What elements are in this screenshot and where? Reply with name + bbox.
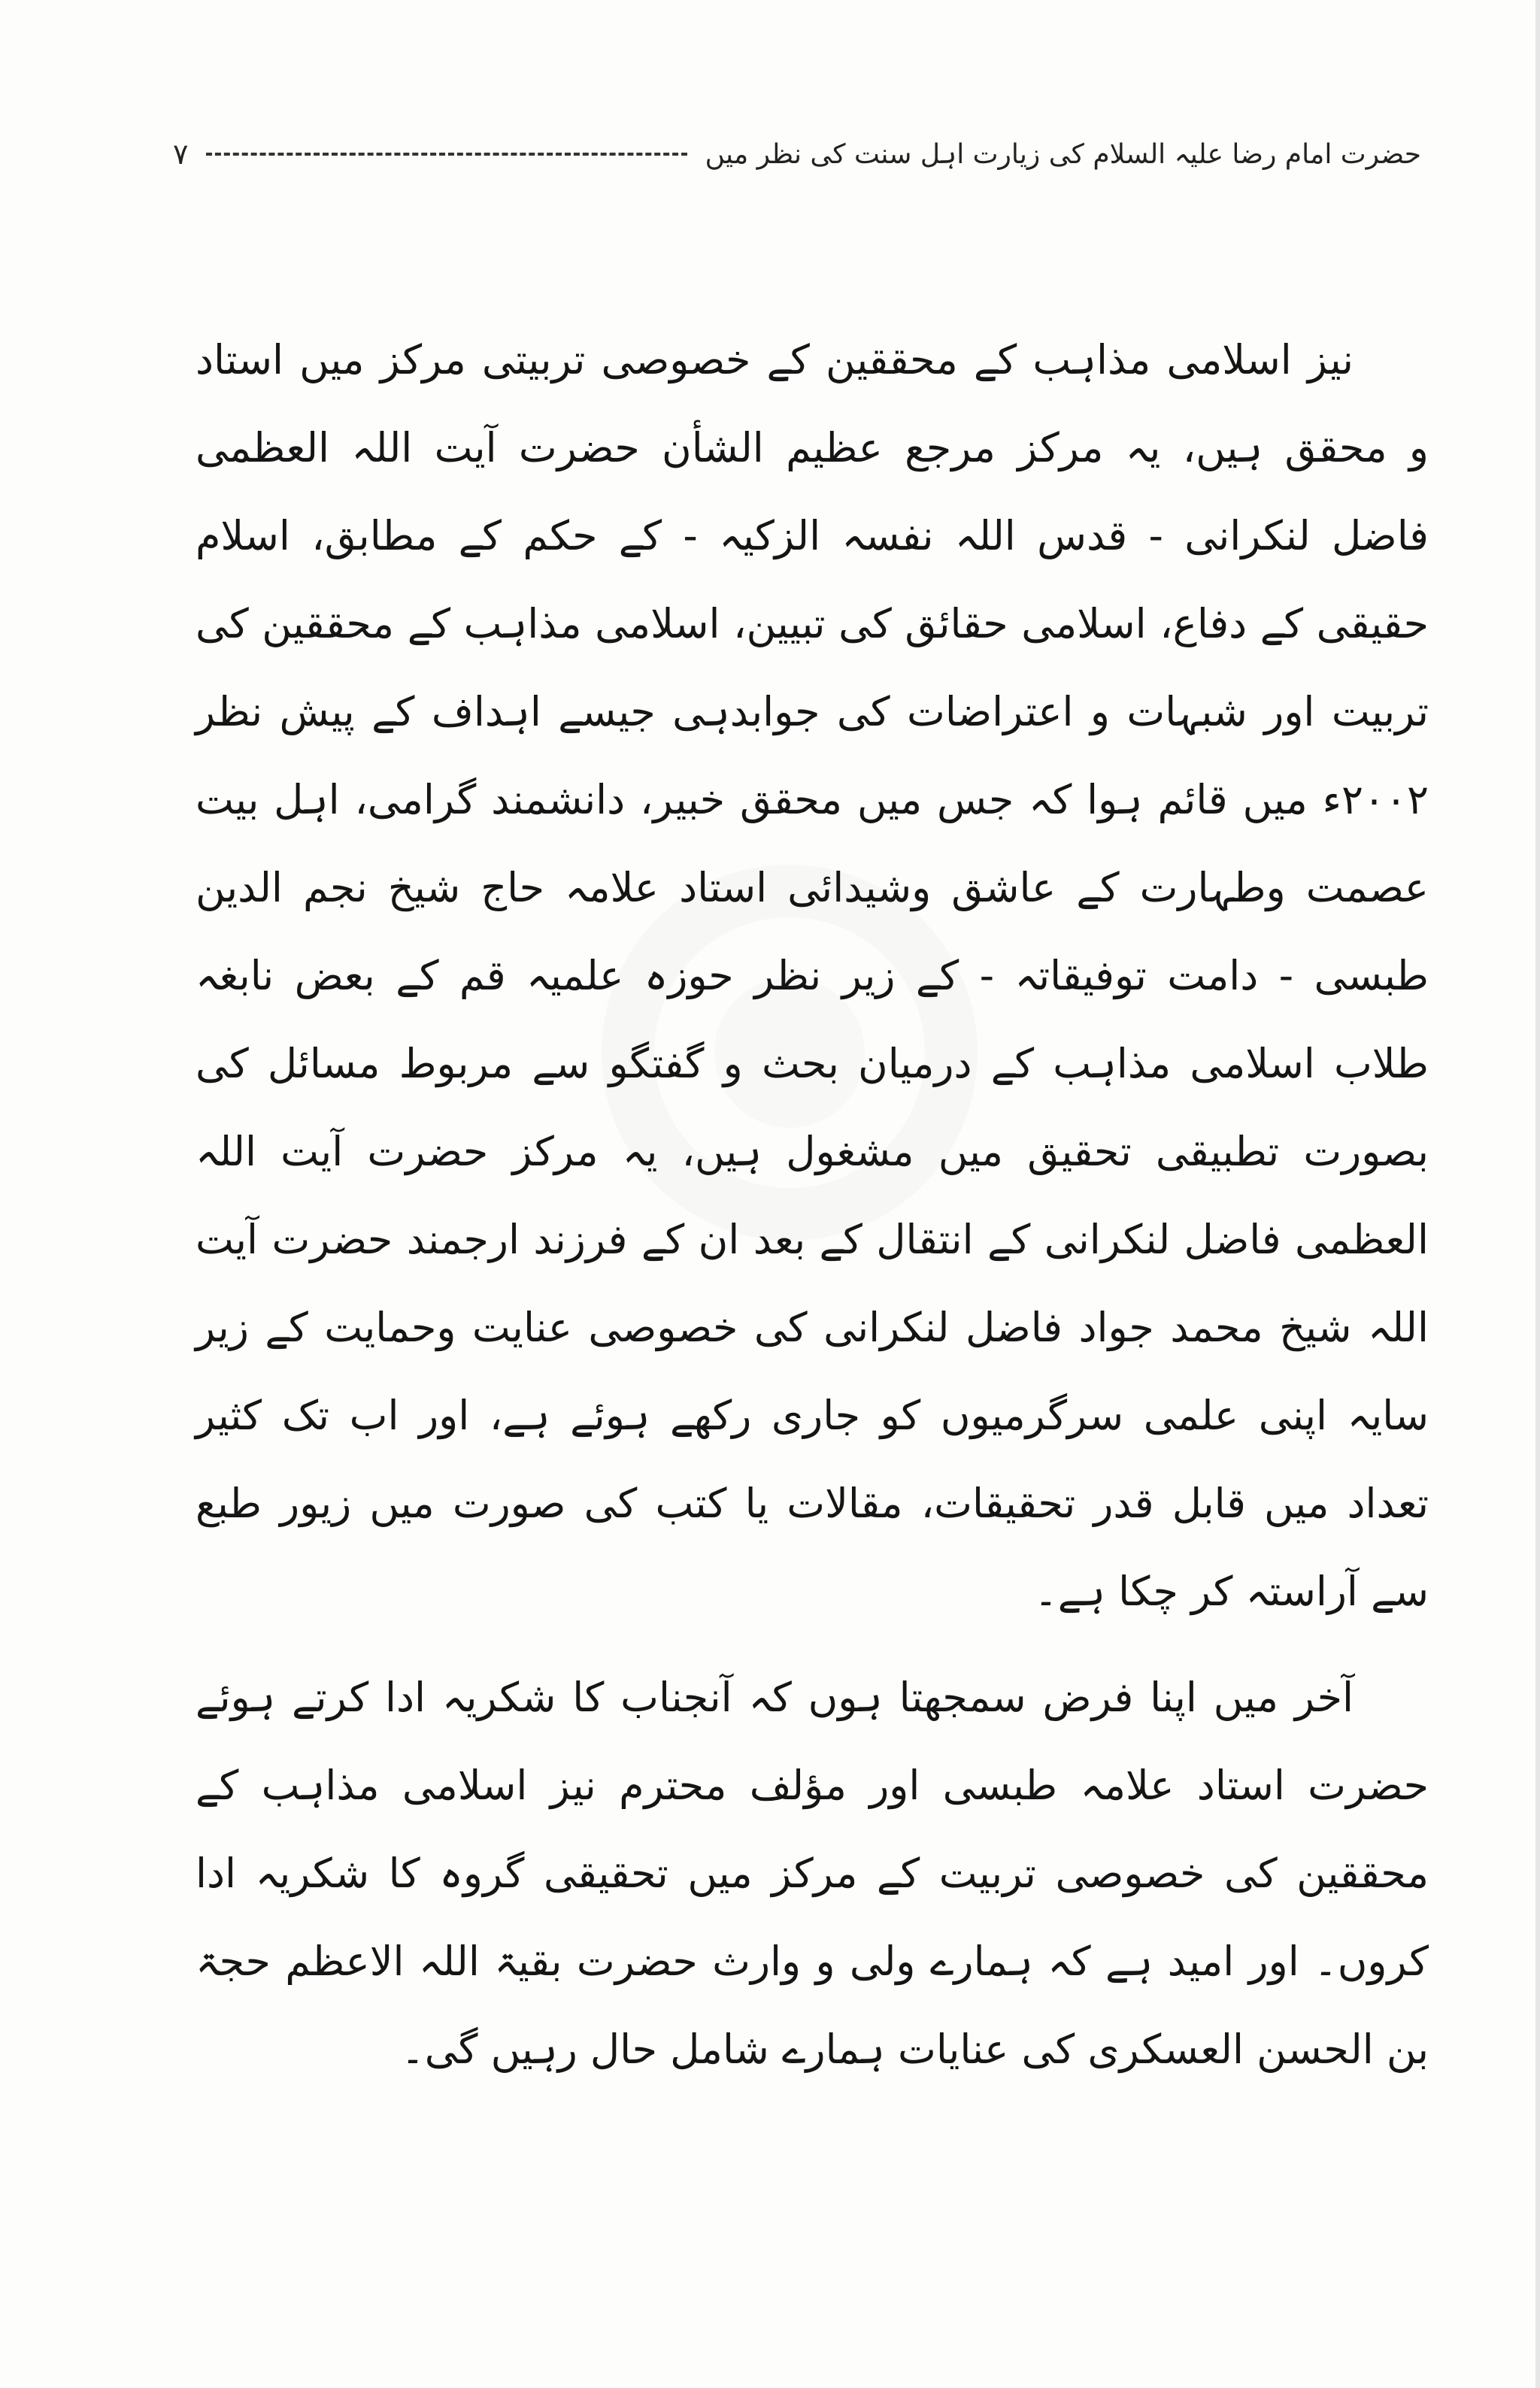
paragraph-2: آخر میں اپنا فرض سمجھتا ہوں کہ آنجناب کا شکریہ ادا کرتے ہوئے حضرت استاد علامہ طبسی اور مؤلف محترم نیز اسلامی مذاہب کے محققین کی خصوصی تربیت کے مرکز میں تحقیقی گروہ کا شکریہ ادا کروں۔ اور امید ہے کہ ہمارے ولی و وارث حضرت بقیۃ اللہ الاعظم حجۃ بن الحسن العسکری کی عنایات ہمارے شامل حال رہیں گی۔ [196, 1674, 1429, 2073]
header-divider [206, 153, 687, 156]
page-number: ۷ [173, 138, 189, 171]
running-header-title: حضرت امام رضا علیہ السلام کی زیارت اہل سنت کی نظر میں [705, 138, 1421, 170]
body-text [196, 316, 1429, 2093]
paragraph-1: نیز اسلامی مذاہب کے محققین کے خصوصی تربیتی مرکز میں استاد و محقق ہیں، یہ مرکز مرجع عظیم الشأن حضرت آیت اللہ العظمی فاضل لنکرانی - قدس اللہ نفسہ الزکیہ - کے حکم کے مطابق، اسلام حقیقی کے دفاع، اسلامی حقائق کی تبیین، اسلامی مذاہب کے محققین کی تربیت اور شبہات و اعتراضات کی جوابدہی جیسے اہداف کے پیش نظر ۲۰۰۲ء میں قائم ہوا کہ جس میں محقق خبیر، دانشمند گرامی، اہل بیت عصمت وطہارت کے عاشق وشیدائی استاد علامہ حاج شیخ نجم الدین طبسی - دامت توفیقاتہ - کے زیر نظر حوزہ علمیہ قم کے بعض نابغہ طلاب اسلامی مذاہب کے درمیان بحث و گفتگو سے مربوط مسائل کی بصورت تطبیقی تحقیق میں مشغول ہیں، یہ مرکز حضرت آیت اللہ العظمی فاضل لنکرانی کے انتقال کے بعد ان کے فرزند ارجمند حضرت آیت اللہ شیخ محمد جواد فاضل لنکرانی کی خصوصی عنایت وحمایت کے زیر سایہ اپنی علمی سرگرمیوں کو جاری رکھے ہوئے ہے، اور اب تک کثیر تعداد میں قابل قدر تحقیقات، مقالات یا کتب کی صورت میں زیور طبع سے آراستہ کر چکا ہے۔ [196, 336, 1429, 1615]
scan-edge [1535, 0, 1540, 2388]
running-header [173, 120, 1421, 188]
